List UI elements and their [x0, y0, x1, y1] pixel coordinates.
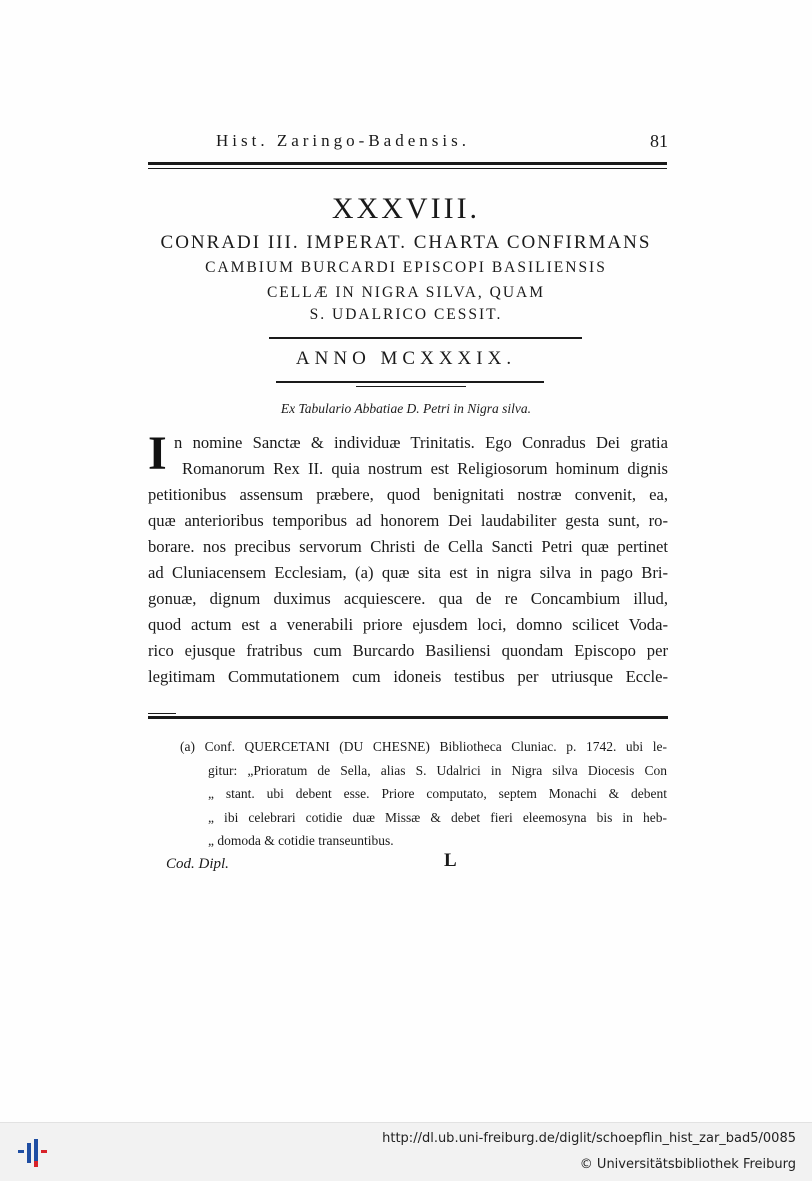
document-title-line-3: CELLÆ IN NIGRA SILVA, QUAM: [266, 284, 546, 301]
footnote: [180, 735, 667, 853]
ub-freiburg-logo-icon[interactable]: [12, 1131, 52, 1171]
title-divider: [269, 337, 582, 339]
body-line: n nomine Sanctæ & individuæ Trinitatis. Ego Conradus Dei gratia: [174, 433, 668, 452]
year-divider: [276, 381, 544, 383]
header-rule-thin: [148, 168, 667, 169]
body-line: gonuæ, dignum duximus acquiescere. qua de re Concambium illud,: [148, 589, 668, 608]
viewer-footer: [0, 1122, 812, 1181]
body-line: quod actum est a venerabili priore ejusdem loci, domno scilicet Voda-: [148, 615, 668, 634]
document-number: XXXVIII.: [331, 192, 481, 225]
body-line: petitionibus assensum præbere, quod benignitati nostræ convenit, ea,: [148, 485, 668, 504]
document-title-line-4: S. UDALRICO CESSIT.: [309, 306, 503, 323]
sheet-mark: L: [444, 850, 457, 871]
body-line: rico ejusque fratribus cum Burcardo Basiliensi quondam Episcopo per: [148, 641, 668, 660]
body-line: borare. nos precibus servorum Christi de Cella Sancti Petri quæ pertinet: [148, 537, 668, 556]
permalink[interactable]: http://dl.ub.uni-freiburg.de/diglit/schoepflin_hist_zar_bad5/0085: [382, 1131, 796, 1146]
header-rule-thick: [148, 162, 667, 165]
footnote-line: „ domoda & cotidie transeuntibus.: [208, 833, 394, 848]
year-heading: ANNO MCXXXIX.: [295, 348, 517, 369]
footnote-rule-mark: [148, 713, 176, 714]
page-number: 81: [650, 131, 668, 151]
footnote-line: „ ibi celebrari cotidie duæ Missæ & debet fieri eleemosyna bis in heb-: [208, 809, 667, 825]
footnote-line: (a) Conf. QUERCETANI (DU CHESNE) Bibliotheca Cluniac. p. 1742. ubi le-: [180, 739, 667, 754]
body-line: legitimam Commutationem cum idoneis testibus per utriusque Eccle-: [148, 667, 668, 686]
charter-text: [148, 427, 668, 690]
body-line: ad Cluniacensem Ecclesiam, (a) quæ sita est in nigra silva in pago Bri-: [148, 563, 668, 582]
copyright-notice: © Universitätsbibliothek Freiburg: [579, 1157, 796, 1172]
source-line: Ex Tabulario Abbatiae D. Petri in Nigra silva.: [280, 401, 532, 416]
body-line: Romanorum Rex II. quia nostrum est Religiosorum hominum dignis: [182, 459, 668, 478]
signature-mark: Cod. Dipl.: [166, 856, 229, 872]
footnote-rule: [148, 716, 668, 719]
document-title-line-1: CONRADI III. IMPERAT. CHARTA CONFIRMANS: [160, 232, 652, 253]
running-title: Hist. Zaringo-Badensis.: [216, 131, 470, 150]
year-divider-short: [356, 386, 466, 387]
body-line: quæ anterioribus temporibus ad honorem Dei laudabiliter gesta sunt, ro-: [148, 511, 668, 530]
footnote-line: gitur: „Prioratum de Sella, alias S. Udalrici in Nigra silva Diocesis Con: [208, 762, 667, 778]
footnote-line: „ stant. ubi debent esse. Priore computato, septem Monachi & debent: [208, 786, 667, 801]
running-head: [148, 131, 668, 157]
document-title-line-2: CAMBIUM BURCARDI EPISCOPI BASILIENSIS: [205, 259, 607, 276]
drop-cap: I: [148, 427, 167, 480]
